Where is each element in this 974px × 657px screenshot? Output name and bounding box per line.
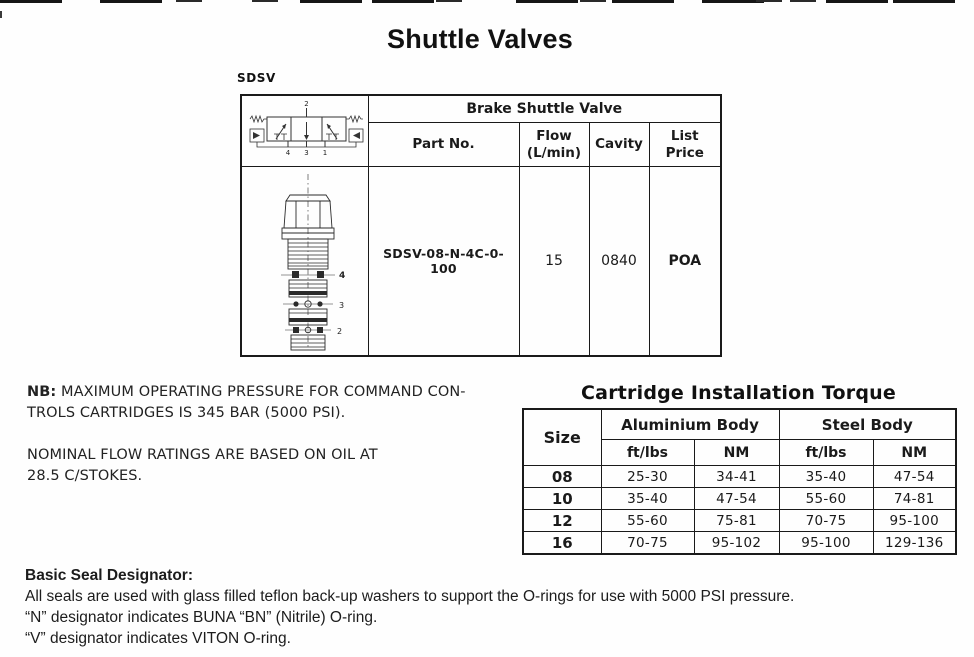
torque-header-steel: Steel Body <box>779 409 956 440</box>
torque-value: 35-40 <box>779 466 873 488</box>
valve-schematic-cell <box>241 95 368 167</box>
torque-size: 08 <box>523 466 601 488</box>
cell-cavity: 0840 <box>589 167 649 357</box>
column-header-cavity: Cavity <box>589 123 649 167</box>
torque-value: 70-75 <box>779 510 873 532</box>
torque-unit-alu-nm: NM <box>694 440 779 466</box>
cartridge-port-2-label: 2 <box>337 327 343 336</box>
flow-note-line2: 28.5 C/STOKES. <box>27 467 143 484</box>
cell-list-price: POA <box>649 167 721 357</box>
torque-section <box>522 382 955 555</box>
table-row <box>523 488 956 510</box>
cell-part-no: SDSV-08-N-4C-0-100 <box>368 167 519 357</box>
notes-block <box>27 382 507 508</box>
torque-value: 47-54 <box>873 466 956 488</box>
torque-unit-steel-nm: NM <box>873 440 956 466</box>
torque-value: 95-100 <box>779 532 873 555</box>
seal-line-1: All seals are used with glass filled teflon back-up washers to support the O-rings for use with 5000 PSI pressure. <box>25 588 795 605</box>
schematic-port-4-label: 4 <box>285 148 291 157</box>
nb-note-line1: MAXIMUM OPERATING PRESSURE FOR COMMAND CON- <box>56 384 466 400</box>
torque-value: 95-102 <box>694 532 779 555</box>
torque-value: 75-81 <box>694 510 779 532</box>
scan-artifact-top-edge <box>0 0 62 3</box>
torque-value: 129-136 <box>873 532 956 555</box>
cartridge-valve-drawing <box>244 168 368 354</box>
torque-value: 74-81 <box>873 488 956 510</box>
torque-value: 34-41 <box>694 466 779 488</box>
torque-value: 47-54 <box>694 488 779 510</box>
table-row <box>523 466 956 488</box>
seal-line-2: “N” designator indicates BUNA “BN” (Nitrile) O-ring. <box>25 609 378 626</box>
schematic-port-1-label: 1 <box>322 148 328 157</box>
price-header-line2: Price <box>665 144 704 161</box>
torque-value: 35-40 <box>601 488 694 510</box>
table-row <box>523 532 956 555</box>
torque-size: 16 <box>523 532 601 555</box>
nb-note <box>27 382 507 423</box>
column-header-part-no: Part No. <box>368 123 519 167</box>
flow-header-line2: (L/min) <box>526 144 582 161</box>
valve-schematic-diagram <box>244 97 368 166</box>
torque-size: 10 <box>523 488 601 510</box>
torque-size: 12 <box>523 510 601 532</box>
price-header-line1: List <box>670 127 699 144</box>
cartridge-drawing-cell <box>241 167 368 357</box>
torque-header-aluminium: Aluminium Body <box>601 409 779 440</box>
nb-note-line2: TROLS CARTRIDGES IS 345 BAR (5000 PSI). <box>27 404 346 421</box>
cartridge-port-4-label: 4 <box>339 271 346 281</box>
brake-table-title: Brake Shuttle Valve <box>368 95 721 123</box>
flow-header-line1: Flow <box>536 127 572 144</box>
schematic-port-3-label: 3 <box>304 148 309 157</box>
torque-value: 55-60 <box>779 488 873 510</box>
torque-table-title: Cartridge Installation Torque <box>581 382 896 404</box>
torque-header-size: Size <box>523 409 601 466</box>
torque-value: 70-75 <box>601 532 694 555</box>
table-row <box>523 510 956 532</box>
flow-note-line1: NOMINAL FLOW RATINGS ARE BASED ON OIL AT <box>27 447 378 463</box>
scan-artifact-top-edge-2 <box>176 0 202 2</box>
series-label: SDSV <box>237 71 276 85</box>
torque-unit-alu-ftlbs: ft/lbs <box>601 440 694 466</box>
table-row <box>241 167 721 357</box>
seal-designator-section <box>25 565 965 649</box>
torque-value: 95-100 <box>873 510 956 532</box>
torque-value: 55-60 <box>601 510 694 532</box>
cartridge-port-3-label: 3 <box>339 301 345 310</box>
cell-flow: 15 <box>519 167 589 357</box>
column-header-list-price <box>649 123 721 167</box>
scan-artifact-left-edge <box>0 11 2 18</box>
torque-table <box>522 408 957 555</box>
nb-label: NB: <box>27 384 57 400</box>
seal-heading: Basic Seal Designator: <box>25 567 193 584</box>
seal-line-3: “V” designator indicates VITON O-ring. <box>25 630 291 647</box>
brake-shuttle-valve-table <box>240 94 722 357</box>
torque-value: 25-30 <box>601 466 694 488</box>
column-header-flow <box>519 123 589 167</box>
torque-unit-steel-ftlbs: ft/lbs <box>779 440 873 466</box>
page-title: Shuttle Valves <box>387 24 573 54</box>
flow-rating-note <box>27 445 507 486</box>
schematic-port-2-label: 2 <box>304 99 309 108</box>
